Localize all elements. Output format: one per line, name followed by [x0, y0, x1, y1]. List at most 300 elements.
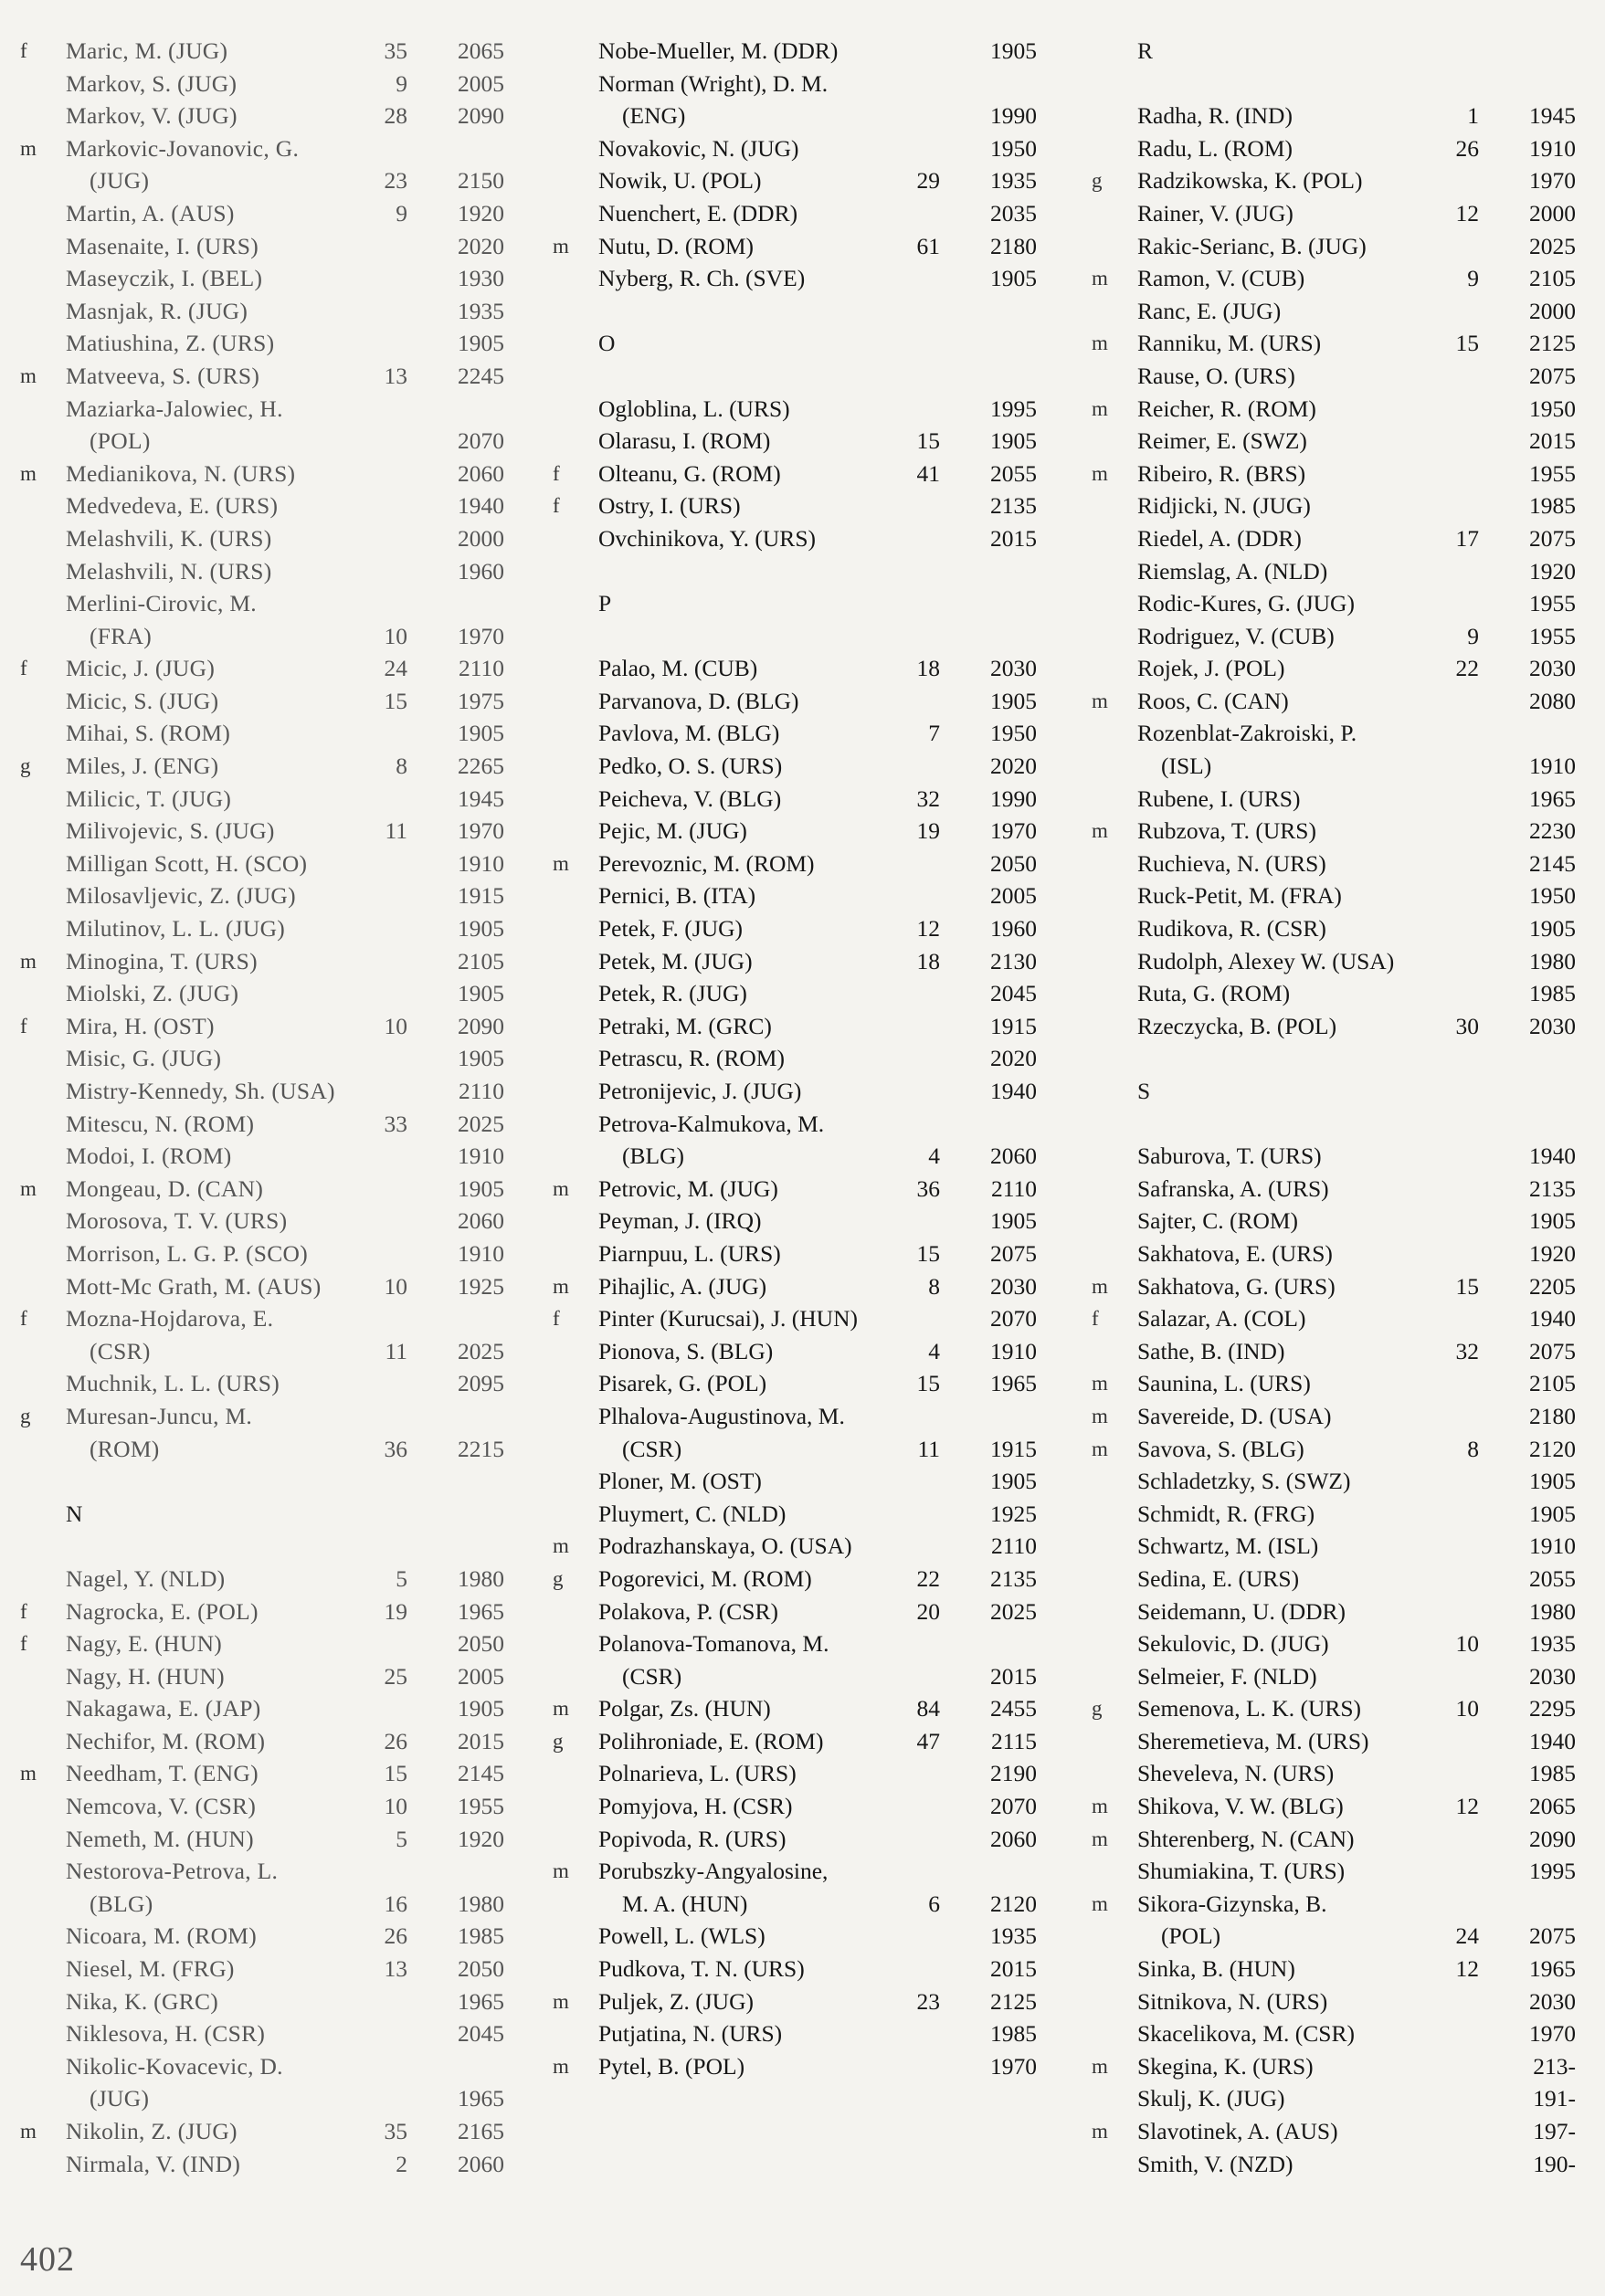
- games-count: 1: [1467, 102, 1479, 130]
- player-name: Pudkova, T. N. (URS): [598, 1955, 805, 1983]
- player-entry: [20, 2148, 504, 2181]
- rating-value: 1905: [990, 1468, 1037, 1495]
- rating-value: 1930: [458, 265, 504, 292]
- games-count: 9: [1467, 622, 1479, 649]
- player-name: Mistry-Kennedy, Sh. (USA): [66, 1078, 335, 1104]
- rating-value: 1905: [990, 427, 1037, 455]
- player-name: Milicic, T. (JUG): [66, 785, 232, 812]
- player-entry: [1092, 1660, 1576, 1693]
- section-gap: [1092, 1042, 1576, 1075]
- rating-value: 1950: [990, 720, 1037, 747]
- player-entry: [553, 425, 1037, 458]
- player-name: Sakhatova, G. (URS): [1137, 1272, 1336, 1300]
- player-entry: [553, 1692, 1037, 1725]
- player-name: Schwartz, M. (ISL): [1137, 1532, 1319, 1560]
- title-mark: m: [1092, 1795, 1108, 1818]
- rating-value: 2295: [1529, 1695, 1576, 1722]
- player-entry: [553, 458, 1037, 490]
- rating-value: 1935: [990, 167, 1037, 195]
- player-entry-continuation: [20, 425, 504, 458]
- games-count: 10: [384, 622, 407, 649]
- player-entry: [20, 912, 504, 945]
- player-entry: [553, 1790, 1037, 1823]
- player-name: Nobe-Mueller, M. (DDR): [598, 37, 839, 64]
- player-name: Radha, R. (IND): [1137, 102, 1293, 130]
- player-name: Pavlova, M. (BLG): [598, 720, 780, 747]
- rating-value: 2145: [458, 1760, 504, 1787]
- player-entry: [1092, 132, 1576, 165]
- player-entry: [20, 1042, 504, 1075]
- player-entry-continuation: [20, 1335, 504, 1368]
- player-entry: [20, 1563, 504, 1596]
- title-mark: m: [553, 1534, 569, 1558]
- player-entry: [553, 977, 1037, 1010]
- player-entry-continuation: [20, 164, 504, 197]
- rating-value: 2120: [990, 1890, 1037, 1917]
- title-mark: m: [1092, 2120, 1108, 2143]
- title-mark: f: [20, 1632, 27, 1656]
- rating-value: 1945: [458, 785, 504, 812]
- player-entry: [553, 1920, 1037, 1953]
- player-name: Riemslag, A. (NLD): [1137, 557, 1328, 585]
- games-count: 18: [916, 655, 940, 682]
- player-name: Pluymert, C. (NLD): [598, 1500, 787, 1527]
- rating-value: 2075: [1529, 1337, 1576, 1364]
- player-entry: [553, 230, 1037, 263]
- rating-value: 2025: [990, 1597, 1037, 1625]
- player-name: Misic, G. (JUG): [66, 1045, 222, 1072]
- player-entry: [1092, 1238, 1576, 1270]
- player-name: Rodriguez, V. (CUB): [1137, 622, 1335, 649]
- player-entry: [1092, 1010, 1576, 1043]
- rating-value: 1920: [1529, 1239, 1576, 1267]
- player-entry: [553, 783, 1037, 816]
- rating-value: 2005: [458, 69, 504, 97]
- player-name: Pihajlic, A. (JUG): [598, 1272, 767, 1300]
- rating-value: 1990: [990, 102, 1037, 130]
- rating-value: 2050: [990, 849, 1037, 877]
- player-entry: [1092, 2115, 1576, 2148]
- player-entry: [20, 490, 504, 522]
- rating-value: 1985: [458, 1922, 504, 1950]
- player-entry: [20, 1920, 504, 1953]
- games-count: 41: [916, 459, 940, 487]
- rating-value: 2265: [458, 753, 504, 780]
- section-gap: [553, 360, 1037, 393]
- player-name: Melashvili, N. (URS): [66, 557, 272, 585]
- rating-value: 2125: [990, 1987, 1037, 2015]
- player-entry: [553, 2017, 1037, 2050]
- player-name: Rause, O. (URS): [1137, 362, 1295, 389]
- games-count: 4: [928, 1143, 940, 1170]
- player-name: Martin, A. (AUS): [66, 199, 235, 226]
- rating-value: 1980: [1529, 947, 1576, 974]
- player-entry: [553, 1270, 1037, 1303]
- player-name: Radu, L. (ROM): [1137, 134, 1293, 162]
- rating-value: 2030: [1529, 1012, 1576, 1039]
- games-count: 10: [384, 1012, 407, 1039]
- player-entry: [1092, 912, 1576, 945]
- title-mark: m: [1092, 1404, 1108, 1427]
- player-name: Rzeczycka, B. (POL): [1137, 1012, 1337, 1039]
- player-name: Petrovic, M. (JUG): [598, 1174, 778, 1202]
- player-entry: [20, 1140, 504, 1173]
- games-count: 47: [916, 1727, 940, 1754]
- player-entry: [20, 848, 504, 880]
- games-count: 11: [385, 1337, 407, 1364]
- player-name: Novakovic, N. (JUG): [598, 134, 799, 162]
- rating-value: 1975: [458, 687, 504, 714]
- player-name: Sheremetieva, M. (URS): [1137, 1727, 1369, 1754]
- rating-value: 1965: [458, 1987, 504, 2015]
- player-name: Modoi, I. (ROM): [66, 1143, 232, 1170]
- section-letter: N: [66, 1500, 83, 1527]
- player-entry: [553, 1042, 1037, 1075]
- player-name: Nirmala, V. (IND): [66, 2150, 241, 2177]
- rating-value: 2015: [1529, 427, 1576, 455]
- player-name: Milivojevic, S. (JUG): [66, 817, 275, 845]
- rating-value: 2110: [990, 1532, 1037, 1560]
- rating-value: 2180: [1529, 1402, 1576, 1429]
- title-mark: m: [553, 1274, 569, 1298]
- rating-value: 2020: [990, 753, 1037, 780]
- games-count: 17: [1455, 524, 1479, 552]
- player-entry: [20, 393, 504, 426]
- rating-value: 1955: [458, 1793, 504, 1820]
- rating-value: 2060: [990, 1143, 1037, 1170]
- rating-value: 1905: [990, 37, 1037, 64]
- player-name: Pisarek, G. (POL): [598, 1370, 767, 1397]
- player-entry: [20, 100, 504, 132]
- player-name: (CSR): [622, 1662, 682, 1690]
- player-name: Pomyjova, H. (CSR): [598, 1793, 793, 1820]
- rating-value: 2060: [458, 1207, 504, 1235]
- player-entry: [1092, 1596, 1576, 1628]
- player-entry: [1092, 1367, 1576, 1400]
- player-entry: [20, 1108, 504, 1141]
- player-name: Sekulovic, D. (JUG): [1137, 1630, 1329, 1658]
- player-entry: [553, 652, 1037, 685]
- player-entry: [20, 132, 504, 165]
- title-mark: m: [20, 1762, 37, 1785]
- rating-value: 2060: [458, 2150, 504, 2177]
- rating-value: 2030: [990, 655, 1037, 682]
- title-mark: m: [20, 2120, 37, 2143]
- title-mark: g: [553, 1566, 564, 1590]
- rating-value: 2060: [990, 1825, 1037, 1852]
- player-name: Rudolph, Alexey W. (USA): [1137, 947, 1395, 974]
- title-mark: f: [20, 657, 27, 680]
- player-name: Markov, S. (JUG): [66, 69, 238, 97]
- games-count: 15: [916, 427, 940, 455]
- player-name: Mongeau, D. (CAN): [66, 1174, 264, 1202]
- games-count: 11: [917, 1435, 940, 1462]
- rating-value: 1910: [458, 1239, 504, 1267]
- rating-value: 2165: [458, 2118, 504, 2144]
- player-name: Nakagawa, E. (JAP): [66, 1695, 261, 1722]
- player-name: Shterenberg, N. (CAN): [1137, 1825, 1355, 1852]
- rating-value: 1905: [1529, 1468, 1576, 1495]
- games-count: 16: [384, 1890, 407, 1917]
- player-entry: [553, 912, 1037, 945]
- title-mark: m: [553, 1859, 569, 1883]
- games-count: 33: [384, 1110, 407, 1137]
- player-name: Ogloblina, L. (URS): [598, 395, 790, 422]
- rating-value: 2075: [990, 1239, 1037, 1267]
- title-mark: f: [1092, 1307, 1099, 1331]
- player-entry: [1092, 2017, 1576, 2050]
- player-entry: [1092, 783, 1576, 816]
- player-name: Nuenchert, E. (DDR): [598, 199, 798, 226]
- player-name: Smith, V. (NZD): [1137, 2150, 1294, 2177]
- rating-value: 1905: [458, 720, 504, 747]
- rating-value: 2230: [1529, 817, 1576, 845]
- player-entry-continuation: [553, 100, 1037, 132]
- page-number: 402: [20, 2240, 75, 2279]
- player-entry: [1092, 295, 1576, 328]
- player-name: (ISL): [1161, 753, 1212, 780]
- rating-value: 1955: [1529, 622, 1576, 649]
- player-name: Porubszky-Angyalosine,: [598, 1858, 829, 1885]
- player-entry: [553, 717, 1037, 750]
- player-entry: [20, 1400, 504, 1433]
- player-entry-continuation: [20, 1888, 504, 1921]
- player-entry: [1092, 1400, 1576, 1433]
- player-entry: [20, 1823, 504, 1856]
- title-mark: m: [1092, 461, 1108, 485]
- rating-value: 1965: [458, 1597, 504, 1625]
- player-entry: [1092, 230, 1576, 263]
- title-mark: f: [20, 1599, 27, 1623]
- player-name: Medvedeva, E. (URS): [66, 492, 279, 520]
- rating-value: 1915: [990, 1012, 1037, 1039]
- player-entry: [20, 2050, 504, 2083]
- column-3: [1092, 35, 1576, 2180]
- rating-value: 1940: [1529, 1305, 1576, 1332]
- player-name: Sajter, C. (ROM): [1137, 1207, 1299, 1235]
- player-name: Sathe, B. (IND): [1137, 1337, 1285, 1364]
- title-mark: m: [20, 136, 37, 160]
- title-mark: m: [1092, 1437, 1108, 1460]
- rating-value: 2190: [990, 1760, 1037, 1787]
- games-count: 10: [384, 1793, 407, 1820]
- player-name: Petek, F. (JUG): [598, 915, 744, 943]
- player-entry: [20, 977, 504, 1010]
- player-name: Milutinov, L. L. (JUG): [66, 915, 286, 943]
- player-name: Saunina, L. (URS): [1137, 1370, 1311, 1397]
- rating-value: 1925: [990, 1500, 1037, 1527]
- player-entry: [1092, 1888, 1576, 1921]
- games-count: 12: [1455, 1955, 1479, 1983]
- player-entry: [1092, 1563, 1576, 1596]
- player-name: (ROM): [90, 1435, 160, 1462]
- player-entry: [20, 1367, 504, 1400]
- player-entry-continuation: [20, 1433, 504, 1466]
- player-entry: [1092, 1530, 1576, 1563]
- rating-value: 2030: [1529, 1987, 1576, 2015]
- player-entry: [20, 587, 504, 620]
- player-name: (ENG): [622, 102, 686, 130]
- games-count: 10: [1455, 1695, 1479, 1722]
- section-gap: [1092, 68, 1576, 100]
- player-entry: [1092, 1823, 1576, 1856]
- player-entry: [20, 1075, 504, 1108]
- rating-value: 2065: [458, 37, 504, 64]
- player-name: Sikora-Gizynska, B.: [1137, 1890, 1327, 1917]
- games-count: 30: [1455, 1012, 1479, 1039]
- player-name: Maric, M. (JUG): [66, 37, 228, 64]
- rating-value: 1935: [1529, 1630, 1576, 1658]
- title-mark: g: [553, 1729, 564, 1753]
- player-entry: [20, 1173, 504, 1206]
- games-count: 18: [916, 947, 940, 974]
- player-name: Markov, V. (JUG): [66, 102, 238, 130]
- player-entry: [20, 230, 504, 263]
- player-name: Mozna-Hojdarova, E.: [66, 1305, 274, 1332]
- rating-value: 2025: [458, 1337, 504, 1364]
- player-name: Shikova, V. W. (BLG): [1137, 1793, 1344, 1820]
- player-entry: [1092, 1433, 1576, 1466]
- rating-value: 2025: [1529, 232, 1576, 259]
- player-entry: [1092, 2082, 1576, 2115]
- player-name: Niklesova, H. (CSR): [66, 2020, 266, 2048]
- player-name: (POL): [90, 427, 151, 455]
- player-name: Radzikowska, K. (POL): [1137, 167, 1363, 195]
- rating-value: 2050: [458, 1630, 504, 1658]
- games-count: 5: [396, 1564, 407, 1592]
- player-name: Schmidt, R. (FRG): [1137, 1500, 1315, 1527]
- player-entry: [1092, 1173, 1576, 1206]
- rating-value: 2135: [990, 1564, 1037, 1592]
- title-mark: g: [20, 1404, 31, 1427]
- player-name: Pedko, O. S. (URS): [598, 753, 783, 780]
- rating-value: 2150: [458, 167, 504, 195]
- rating-value: 1970: [990, 817, 1037, 845]
- player-name: Ruchieva, N. (URS): [1137, 849, 1326, 877]
- games-count: 13: [384, 1955, 407, 1983]
- player-entry-continuation: [20, 620, 504, 653]
- section-letter: S: [1137, 1078, 1151, 1104]
- rating-value: 2115: [990, 1727, 1037, 1754]
- player-entry: [553, 1302, 1037, 1335]
- player-entry-continuation: [553, 1888, 1037, 1921]
- player-name: Nagel, Y. (NLD): [66, 1564, 226, 1592]
- title-mark: m: [1092, 2054, 1108, 2078]
- rating-value: 1910: [1529, 134, 1576, 162]
- player-name: Sedina, E. (URS): [1137, 1564, 1300, 1592]
- player-name: Nowik, U. (POL): [598, 167, 762, 195]
- player-entry: [1092, 327, 1576, 360]
- player-entry: [1092, 1790, 1576, 1823]
- player-name: Nemeth, M. (HUN): [66, 1825, 254, 1852]
- rating-value: 2030: [990, 1272, 1037, 1300]
- player-name: Mihai, S. (ROM): [66, 720, 231, 747]
- games-count: 15: [1455, 330, 1479, 357]
- player-entry: [1092, 1140, 1576, 1173]
- rating-value: 2180: [990, 232, 1037, 259]
- player-name: Sinka, B. (HUN): [1137, 1955, 1295, 1983]
- rating-value: 2000: [1529, 297, 1576, 324]
- player-entry: [1092, 1270, 1576, 1303]
- player-entry: [553, 262, 1037, 295]
- player-entry: [20, 327, 504, 360]
- player-entry: [1092, 1335, 1576, 1368]
- player-name: Muresan-Juncu, M.: [66, 1402, 253, 1429]
- player-name: Rozenblat-Zakroiski, P.: [1137, 720, 1357, 747]
- player-name: Selmeier, F. (NLD): [1137, 1662, 1317, 1690]
- player-entry: [553, 68, 1037, 100]
- player-name: (JUG): [90, 167, 150, 195]
- player-entry: [20, 1010, 504, 1043]
- player-entry: [1092, 1757, 1576, 1790]
- rating-value: 2005: [458, 1662, 504, 1690]
- player-entry: [1092, 164, 1576, 197]
- rating-value: 2070: [990, 1793, 1037, 1820]
- rating-value: 1985: [1529, 1760, 1576, 1787]
- player-name: (FRA): [90, 622, 153, 649]
- player-name: Pernici, B. (ITA): [598, 882, 756, 910]
- rating-value: 1905: [458, 330, 504, 357]
- rating-value: 1950: [990, 134, 1037, 162]
- player-entry-continuation: [553, 1433, 1037, 1466]
- player-name: M. A. (HUN): [622, 1890, 748, 1917]
- player-name: Ruta, G. (ROM): [1137, 980, 1291, 1007]
- player-entry: [1092, 197, 1576, 230]
- player-entry: [553, 132, 1037, 165]
- player-name: Pinter (Kurucsai), J. (HUN): [598, 1305, 858, 1332]
- player-entry: [1092, 522, 1576, 555]
- player-name: Rodic-Kures, G. (JUG): [1137, 590, 1355, 617]
- player-entry: [1092, 262, 1576, 295]
- player-entry: [1092, 2050, 1576, 2083]
- player-entry: [20, 1660, 504, 1693]
- player-name: Morrison, L. G. P. (SCO): [66, 1239, 309, 1267]
- rating-value: 1915: [990, 1435, 1037, 1462]
- games-count: 29: [916, 167, 940, 195]
- player-name: Mira, H. (OST): [66, 1012, 215, 1039]
- player-name: Peyman, J. (IRQ): [598, 1207, 762, 1235]
- rating-value: 2075: [1529, 362, 1576, 389]
- player-name: Puljek, Z. (JUG): [598, 1987, 754, 2015]
- games-count: 35: [384, 2118, 407, 2144]
- player-name: Needham, T. (ENG): [66, 1760, 259, 1787]
- rating-value: 1910: [1529, 753, 1576, 780]
- player-name: Maseyczik, I. (BEL): [66, 265, 263, 292]
- player-name: Popivoda, R. (URS): [598, 1825, 787, 1852]
- player-entry: [20, 685, 504, 718]
- player-name: Reicher, R. (ROM): [1137, 395, 1316, 422]
- rating-value: 2110: [990, 1174, 1037, 1202]
- rating-value: 197-: [1533, 2118, 1576, 2144]
- player-name: Powell, L. (WLS): [598, 1922, 766, 1950]
- player-entry: [553, 879, 1037, 912]
- player-name: Safranska, A. (URS): [1137, 1174, 1329, 1202]
- player-entry: [553, 1953, 1037, 1985]
- player-entry: [20, 458, 504, 490]
- player-entry: [553, 1335, 1037, 1368]
- player-entry: [553, 1465, 1037, 1498]
- column-2: [553, 35, 1037, 2082]
- games-count: 2: [396, 2150, 407, 2177]
- title-mark: m: [1092, 819, 1108, 843]
- rating-value: 2015: [990, 1662, 1037, 1690]
- games-count: 8: [928, 1272, 940, 1300]
- rating-value: 1905: [990, 1207, 1037, 1235]
- player-name: Seidemann, U. (DDR): [1137, 1597, 1346, 1625]
- rating-value: 2215: [458, 1435, 504, 1462]
- title-mark: f: [20, 39, 27, 62]
- player-name: Mott-Mc Grath, M. (AUS): [66, 1272, 322, 1300]
